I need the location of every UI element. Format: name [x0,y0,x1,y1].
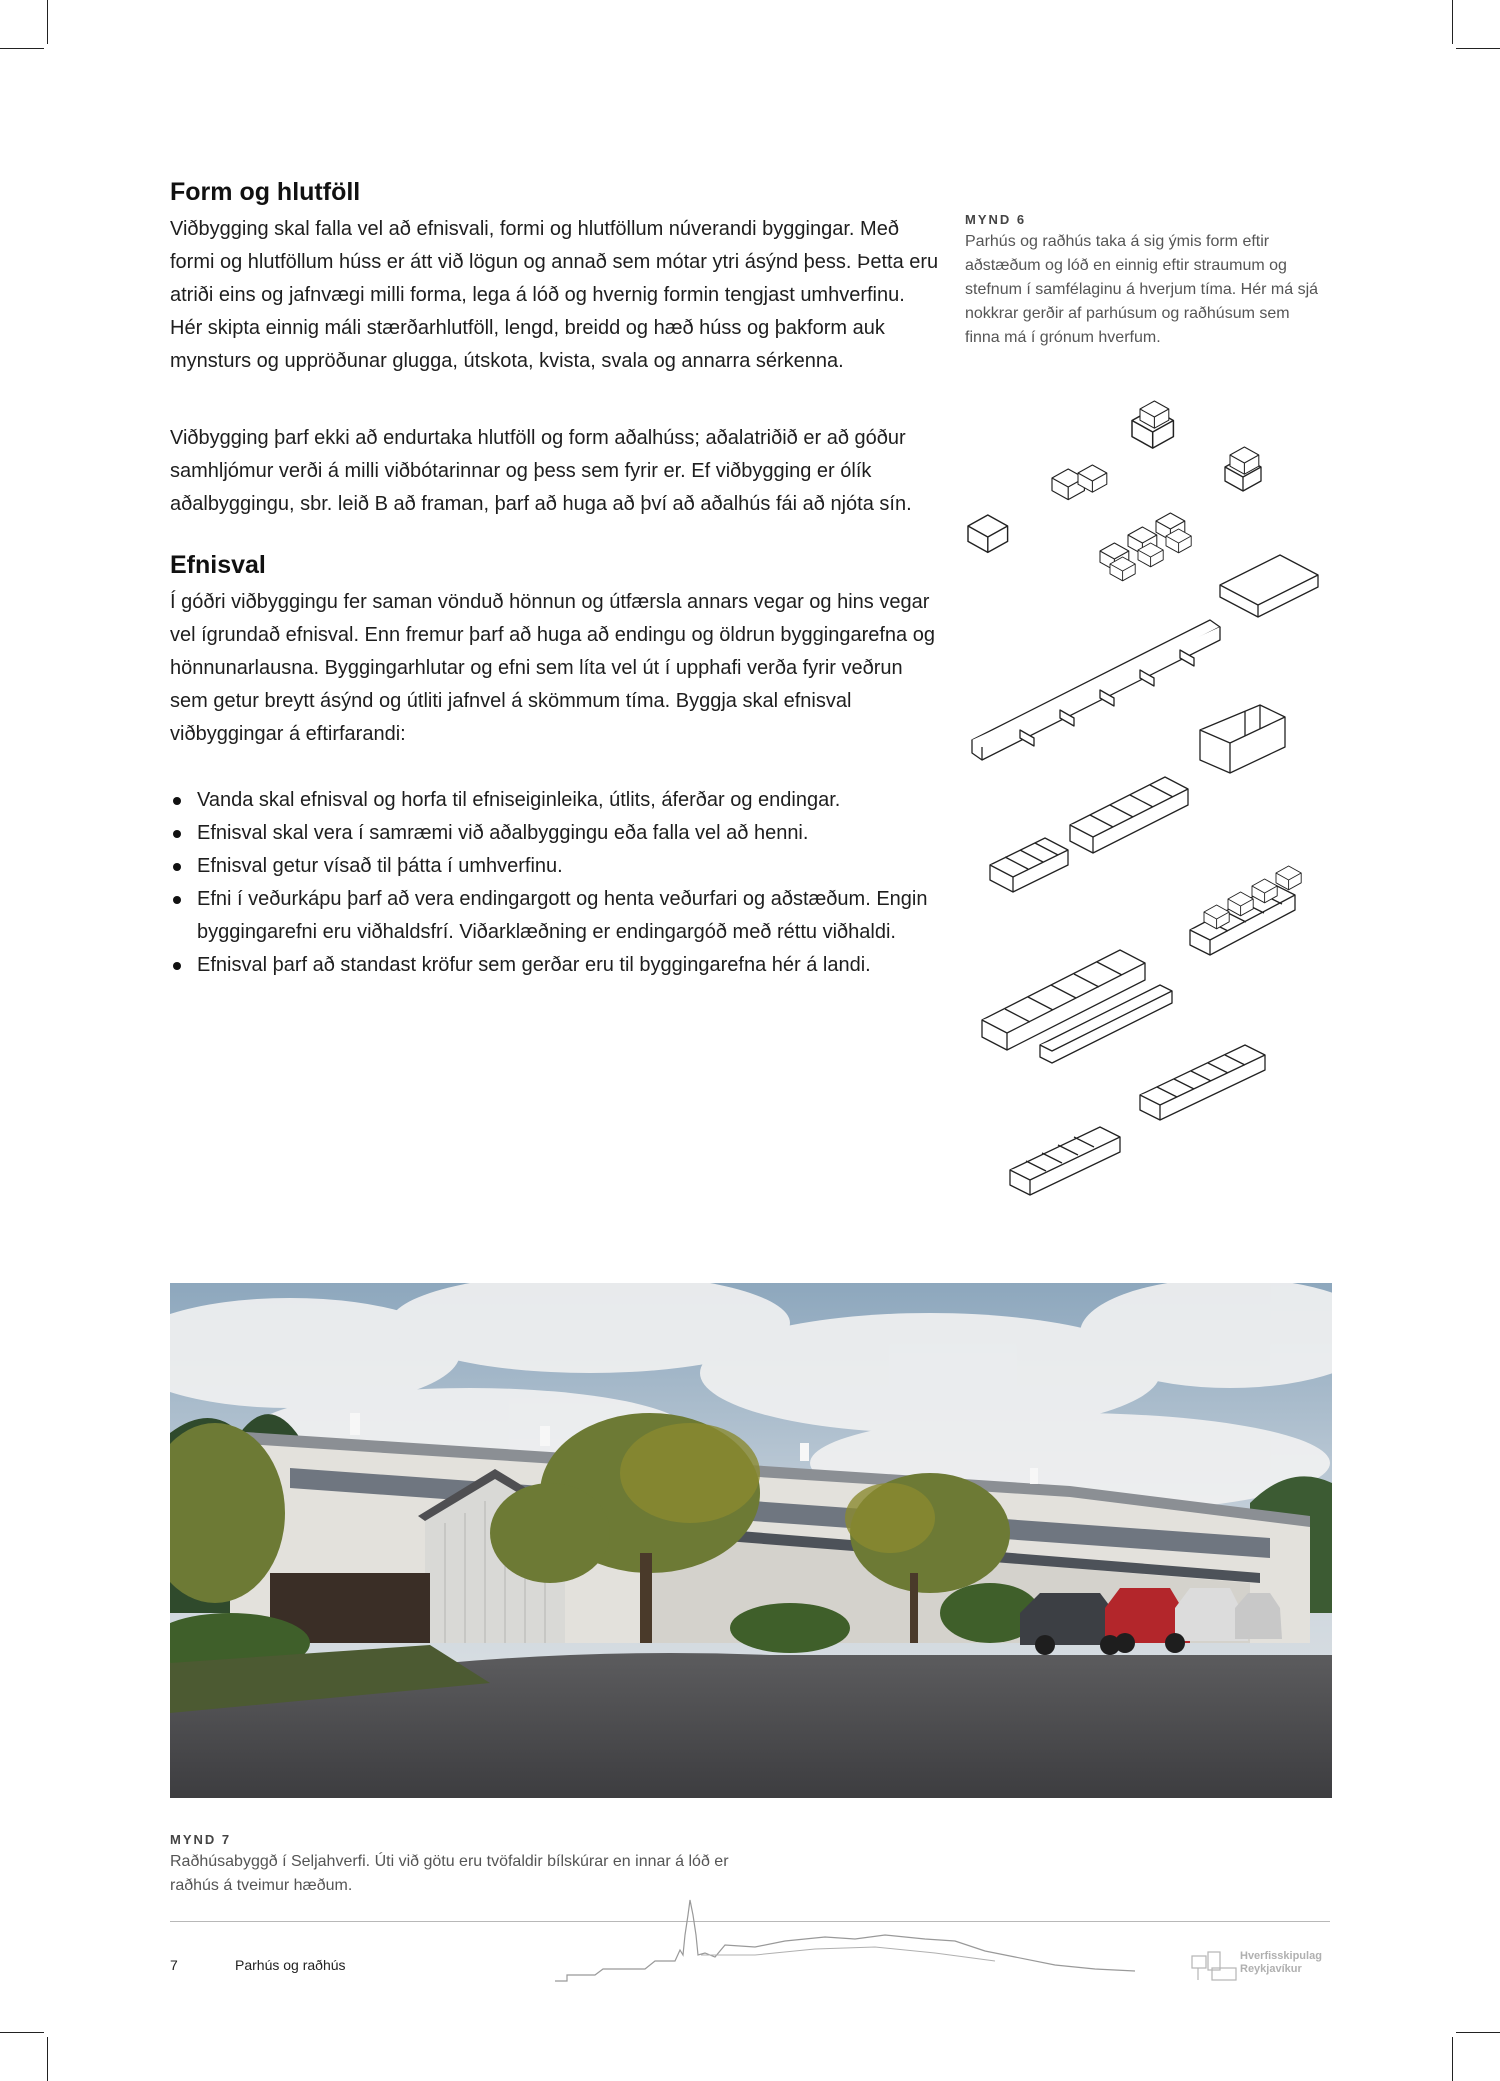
list-item: Efnisval getur vísað til þátta í umhverfinu. [170,850,940,883]
city-planning-logo-icon [1190,1948,1240,1984]
skyline-illustration [555,1895,1135,1990]
figure6-caption: Parhús og raðhús taka á sig ýmis form eftir aðstæðum og lóð en einnig eftir straumum og stefnum í samfélaginu á hverjum tíma. Hér má sjá nokkrar gerðir af parhúsum og raðhúsum sem finna má í grónum hverfum. [965,233,1319,346]
crop-mark [47,2037,48,2081]
crop-mark [0,48,44,49]
figure6-caption-block [965,212,1325,350]
list-item: Efnisval skal vera í samræmi við aðalbyggingu eða falla vel að henni. [170,817,940,850]
crop-mark [1452,0,1453,44]
figure7-label: MYND 7 [170,1832,232,1847]
crop-mark [0,2032,44,2033]
heading-form: Form og hlutföll [170,178,361,206]
figure7-photo [170,1283,1332,1798]
list-item: Vanda skal efnisval og horfa til efniseiginleika, útlits, áferðar og endingar. [170,784,940,817]
main-text-column [170,178,940,982]
requirements-list [170,784,940,982]
list-item: Efnisval þarf að standast kröfur sem gerðar eru til byggingarefna hér á landi. [170,949,940,982]
logo-line1: Hverfisskipulag [1240,1950,1322,1962]
paragraph-efnisval: Í góðri viðbyggingu fer saman vönduð hönnun og útfærsla annars vegar og hins vegar vel ígrundað efnisval. Enn fremur þarf að huga að endingu og öldrun byggingarefna og hönnunarlausna. Byggingarhlutar og efni sem líta vel út í upphafi verða fyrir veðrun sem getur breytt ásýnd og útliti jafnvel á skömmum tíma. Byggja skal efnisval viðbyggingar á eftirfarandi: [170,591,935,745]
figure6-house-drawings [960,395,1340,1215]
heading-efnisval: Efnisval [170,551,266,579]
figure7-caption-block [170,1832,770,1898]
figure6-label: MYND 6 [965,212,1027,227]
crop-mark [1456,2032,1500,2033]
paragraph-form-1: Viðbygging skal falla vel að efnisvali, formi og hlutföllum núverandi byggingar. Með formi og hlutföllum húss er átt við lögun og annað sem mótar ytri ásýnd þess. Þetta eru atriði eins og jafnvægi milli forma, lega á lóð og hvernig formin tengjast umhverfinu. Hér skipta einnig máli stærðarhlutföll, lengd, breidd og hæð húss og þakform auk mynsturs og uppröðunar glugga, útskota, kvista, svala og annarra sérkenna. [170,218,939,372]
list-item: Efni í veðurkápu þarf að vera endingargott og henta veðurfari og aðstæðum. Engin byggingarefni eru viðhaldsfrí. Viðarklæðning er endingargóð með réttu viðhaldi. [170,883,940,949]
logo-text [1240,1950,1322,1976]
crop-mark [1456,48,1500,49]
crop-mark [47,0,48,44]
document-title: Parhús og raðhús [235,1957,346,1973]
paragraph-form-2: Viðbygging þarf ekki að endurtaka hlutföll og form aðalhúss; aðalatriðið er að góður samhljómur verði á milli viðbótarinnar og þess sem fyrir er. Ef viðbygging er ólík aðalbyggingu, sbr. leið B að framan, þarf að huga að því að aðalhús fái að njóta sín. [170,427,912,515]
page-number: 7 [170,1957,178,1973]
logo-line2: Reykjavíkur [1240,1963,1302,1975]
crop-mark [1452,2037,1453,2081]
figure7-caption: Raðhúsabyggð í Seljahverfi. Úti við götu eru tvöfaldir bílskúrar en innar á lóð er raðhús á tveimur hæðum. [170,1853,729,1894]
